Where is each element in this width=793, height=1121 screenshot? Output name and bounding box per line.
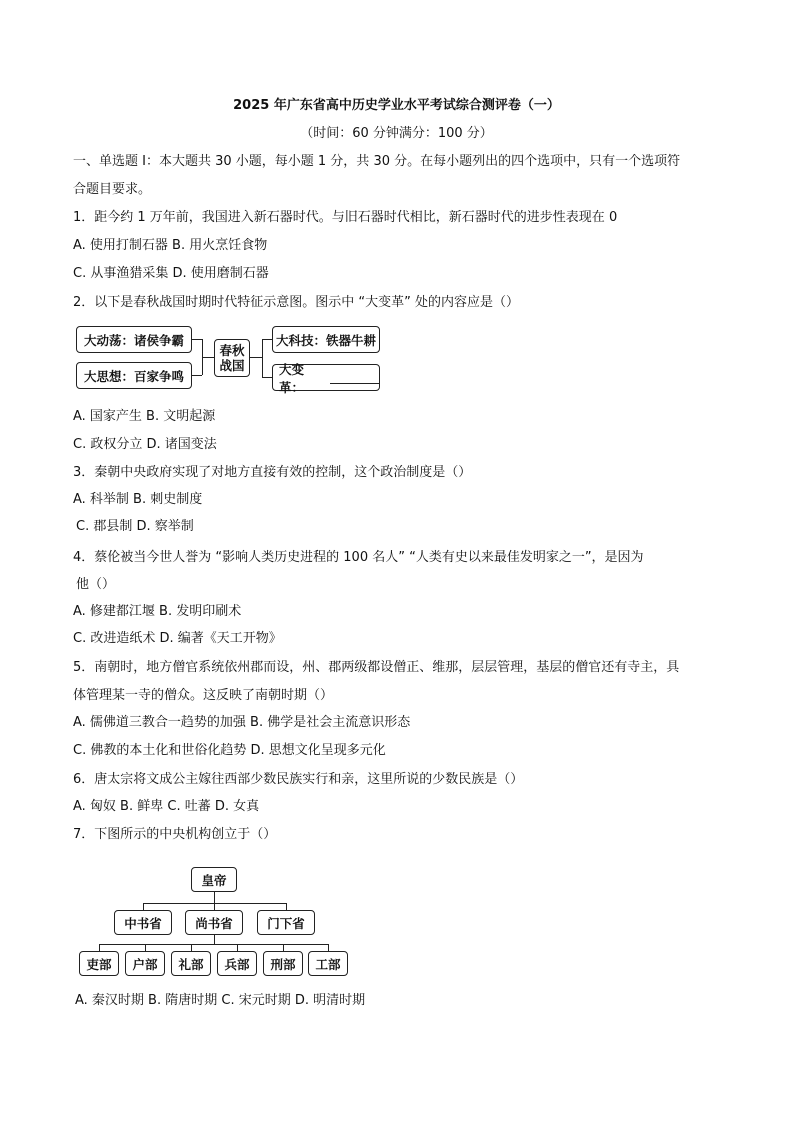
question-6-options: A. 匈奴 B. 鲜卑 C. 吐蕃 D. 女真	[73, 799, 260, 814]
org-box-hubu: 户部	[125, 951, 165, 976]
page-title: 2025 年广东省高中历史学业水平考试综合测评卷（一）	[233, 98, 560, 113]
org-box-zhongshu: 中书省	[114, 910, 172, 935]
question-3-options-ab: A. 科举制 B. 刺史制度	[73, 492, 203, 507]
question-5-stem-cont: 体管理某一寺的僧众。这反映了南朝时期（）	[73, 688, 334, 703]
diagram-period-line1: 春秋	[219, 343, 245, 358]
diagram-period-line2: 战国	[219, 358, 245, 373]
org-box-xingbu: 刑部	[263, 951, 303, 976]
diagram-box-technology: 大科技：铁器牛耕	[272, 326, 380, 353]
diagram-box-turmoil: 大动荡：诸侯争霸	[76, 326, 192, 353]
org-box-gongbu: 工部	[308, 951, 348, 976]
org-box-menxia: 门下省	[257, 910, 315, 935]
question-2-options-cd: C. 政权分立 D. 诸国变法	[73, 437, 217, 452]
question-2-options-ab: A. 国家产生 B. 文明起源	[73, 409, 216, 424]
question-4-options-ab: A. 修建都江堰 B. 发明印刷术	[73, 604, 242, 619]
question-4-stem: 4．蔡伦被当今世人誉为 “影响人类历史进程的 100 名人” “人类有史以来最佳发明家之一”，是因为	[73, 550, 644, 565]
question-5-stem: 5．南朝时，地方僧官系统依州郡而设，州、郡两级都设僧正、维那，层层管理，基层的僧官还有寺主，具	[73, 660, 680, 675]
org-box-shangshu: 尚书省	[185, 910, 243, 935]
question-3-options-cd: C. 郡县制 D. 察举制	[76, 519, 194, 534]
question-5-options-cd: C. 佛教的本土化和世俗化趋势 D. 思想文化呈现多元化	[73, 743, 386, 758]
diagram-box-period	[214, 339, 250, 377]
question-6-stem: 6．唐太宗将文成公主嫁往西部少数民族实行和亲，这里所说的少数民族是（）	[73, 772, 524, 787]
section-instruction-cont: 合题目要求。	[73, 182, 152, 197]
question-7-options: A. 秦汉时期 B. 隋唐时期 C. 宋元时期 D. 明清时期	[75, 993, 366, 1008]
org-box-libu-personnel: 吏部	[79, 951, 119, 976]
question-4-stem-cont: 他（）	[76, 577, 116, 592]
question-7-stem: 7．下图所示的中央机构创立于（）	[73, 827, 277, 842]
question-4-options-cd: C. 改进造纸术 D. 编著《天工开物》	[73, 631, 282, 646]
org-box-emperor: 皇帝	[191, 867, 237, 892]
central-government-diagram	[76, 862, 356, 980]
diagram-reform-label: 大变革：	[279, 361, 305, 395]
diagram-box-thought: 大思想：百家争鸣	[76, 362, 192, 389]
org-box-libu-rites: 礼部	[171, 951, 211, 976]
diagram-reform-blank	[330, 371, 379, 384]
exam-time-info: （时间：60 分钟满分：100 分）	[300, 126, 493, 141]
question-1-options-ab: A. 使用打制石器 B. 用火烹饪食物	[73, 238, 268, 253]
section-instruction: 一、单选题 I：本大题共 30 小题，每小题 1 分，共 30 分。在每小题列出的四个选项中，只有一个选项符	[73, 154, 681, 169]
question-1-stem: 1．距今约 1 万年前，我国进入新石器时代。与旧石器时代相比，新石器时代的进步性表现在 0	[73, 210, 618, 225]
question-1-options-cd: C. 从事渔猎采集 D. 使用磨制石器	[73, 266, 269, 281]
spring-autumn-diagram	[76, 322, 386, 394]
org-box-bingbu: 兵部	[217, 951, 257, 976]
question-2-stem: 2．以下是春秋战国时期时代特征示意图。图示中 “大变革” 处的内容应是（）	[73, 295, 520, 310]
question-3-stem: 3．秦朝中央政府实现了对地方直接有效的控制，这个政治制度是（）	[73, 465, 472, 480]
question-5-options-ab: A. 儒佛道三教合一趋势的加强 B. 佛学是社会主流意识形态	[73, 715, 411, 730]
diagram-box-reform	[272, 361, 380, 395]
